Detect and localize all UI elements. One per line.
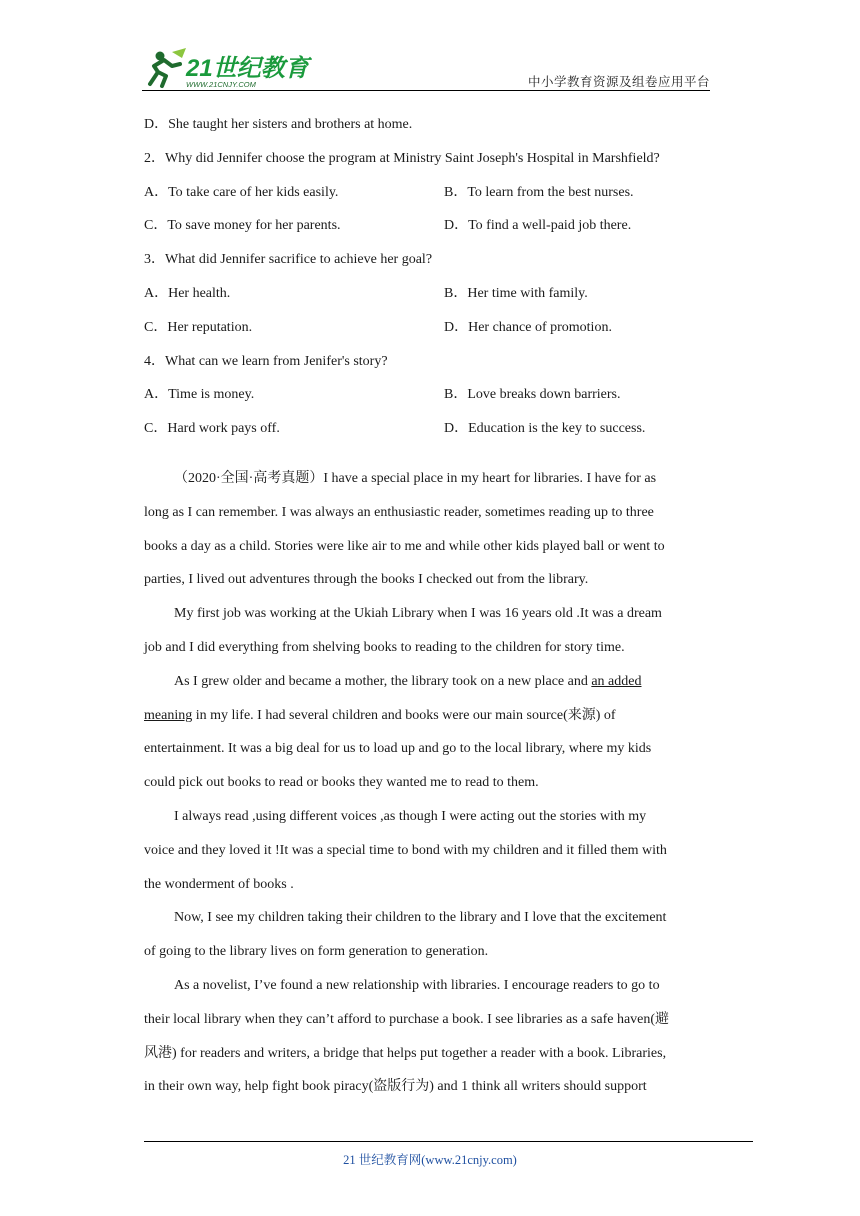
svg-text:21世纪教育: 21世纪教育 xyxy=(186,55,309,82)
q2-option-a: A．To take care of her kids easily. xyxy=(144,184,339,200)
q4-option-b: B．Love breaks down barriers. xyxy=(444,387,621,403)
header-divider xyxy=(142,90,710,91)
q3-option-b: B．Her time with family. xyxy=(444,285,588,301)
underlined-phrase: meaning xyxy=(144,707,193,723)
q2-question: 2．Why did Jennifer choose the program at Ministry Saint Joseph's Hospital in Marshfield? xyxy=(144,150,660,166)
q2-option-d: D．To find a well-paid job there. xyxy=(444,218,632,234)
svg-text:WWW.21CNJY.COM: WWW.21CNJY.COM xyxy=(186,80,256,89)
underlined-phrase: an added xyxy=(591,673,642,689)
passage-line: 风港) for readers and writers, a bridge that helps put together a reader with a book. Libraries, xyxy=(144,1045,667,1061)
passage-line: could pick out books to read or books they wanted me to read to them. xyxy=(144,775,539,791)
q2-options-row2 xyxy=(144,209,714,243)
passage-line: their local library when they can’t afford to purchase a book. I see libraries as a safe haven(避 xyxy=(144,1011,670,1027)
q3-option-a: A．Her health. xyxy=(144,285,231,301)
passage-line xyxy=(144,699,714,733)
passage-line: parties, I lived out adventures through the books I checked out from the library. xyxy=(144,572,589,588)
passage-line: books a day as a child. Stories were like air to me and while other kids played ball or went to xyxy=(144,538,665,554)
passage-line: voice and they loved it !It was a special time to bond with my children and it filled them with xyxy=(144,842,667,858)
passage-line: of going to the library lives on form generation to generation. xyxy=(144,944,489,960)
passage-line: My first job was working at the Ukiah Library when I was 16 years old .It was a dream xyxy=(174,606,662,622)
passage-line: entertainment. It was a big deal for us to load up and go to the local library, where my kids xyxy=(144,741,652,757)
passage-line: job and I did everything from shelving books to reading to the children for story time. xyxy=(144,639,625,655)
q4-option-d: D．Education is the key to success. xyxy=(444,421,646,437)
passage-line: in their own way, help fight book piracy(盗版行为) and 1 think all writers should support xyxy=(144,1079,647,1095)
q3-option-c: C．Her reputation. xyxy=(144,319,253,335)
q3-option-d: D．Her chance of promotion. xyxy=(444,319,612,335)
passage-line: Now, I see my children taking their children to the library and I love that the excitement xyxy=(174,910,667,926)
q4-options-row1 xyxy=(144,378,714,412)
platform-title: 中小学教育资源及组卷应用平台 xyxy=(527,74,710,89)
document-body xyxy=(144,108,714,1104)
passage-text: in my life. I had several children and books were our main source(来源) of xyxy=(192,707,616,723)
footer-divider xyxy=(144,1141,753,1142)
runner-logo-icon xyxy=(142,46,312,90)
q2-option-c: C．To save money for her parents. xyxy=(144,218,341,234)
q3-options-row1 xyxy=(144,277,714,311)
passage-text: As I grew older and became a mother, the library took on a new place and xyxy=(174,673,592,689)
footer-link[interactable]: 21 世纪教育网(www.21cnjy.com) xyxy=(343,1153,517,1167)
q4-options-row2 xyxy=(144,412,714,446)
q4-option-a: A．Time is money. xyxy=(144,387,255,403)
q4-question: 4．What can we learn from Jenifer's story? xyxy=(144,353,388,369)
site-logo xyxy=(142,46,312,90)
q4-option-c: C．Hard work pays off. xyxy=(144,421,280,437)
passage-line xyxy=(144,665,714,699)
passage-line: （2020·全国·高考真题）I have a special place in my heart for libraries. I have for as xyxy=(174,470,657,486)
q3-options-row2 xyxy=(144,311,714,345)
passage-line: the wonderment of books . xyxy=(144,876,294,892)
passage-line: As a novelist, I’ve found a new relationship with libraries. I encourage readers to go to xyxy=(174,977,660,993)
q1-option-d: D．She taught her sisters and brothers at home. xyxy=(144,117,413,132)
passage-line: I always read ,using different voices ,as though I were acting out the stories with my xyxy=(174,808,647,824)
passage-line: long as I can remember. I was always an enthusiastic reader, sometimes reading up to three xyxy=(144,504,654,520)
q2-option-b: B．To learn from the best nurses. xyxy=(444,184,634,200)
q2-options-row1 xyxy=(144,176,714,210)
q3-question: 3．What did Jennifer sacrifice to achieve her goal? xyxy=(144,252,433,268)
